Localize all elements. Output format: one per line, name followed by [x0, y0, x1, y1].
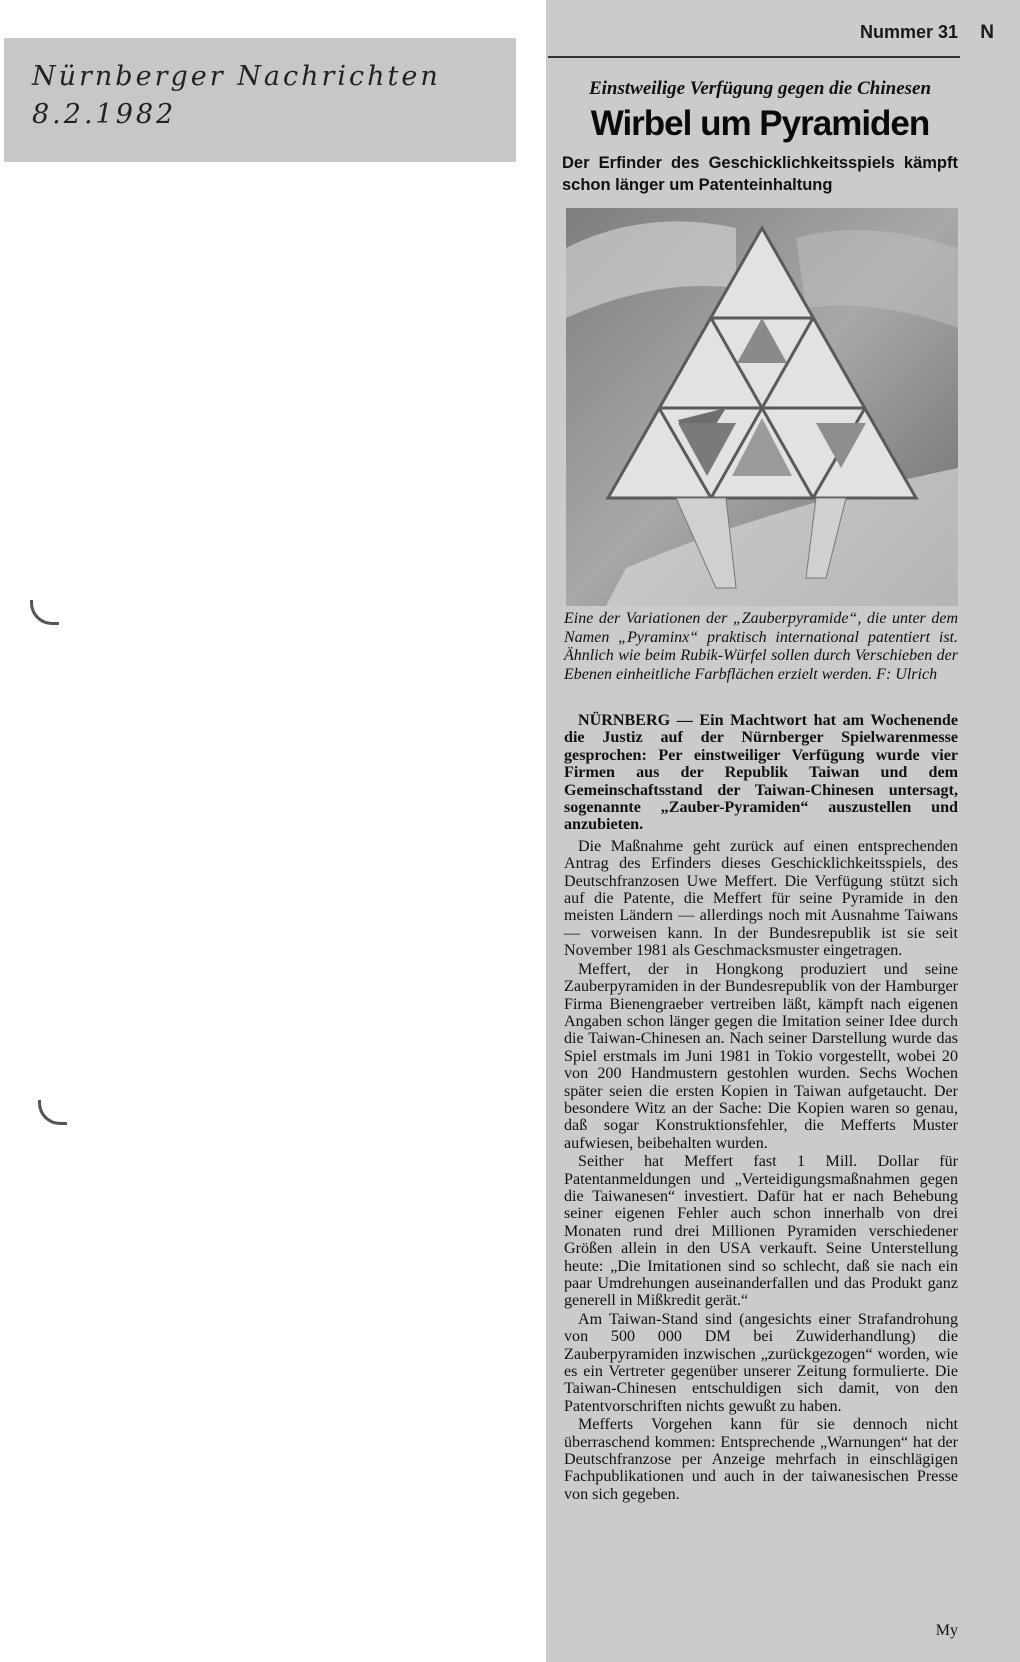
body-paragraph: Am Taiwan-Stand sind (angesichts einer Strafandrohung von 500 000 DM bei Zuwiderhandlung) die Zauberpyramiden inzwischen „zurückgezogen“ worden, wie es ein Vertreter gegenüber unserer Zeitung formulierte. Die Taiwan-Chinesen entschuldigen sich damit, von den Patentvorschriften nichts gewußt zu haben.	[564, 1310, 958, 1415]
article-headline: Wirbel um Pyramiden	[590, 104, 930, 143]
issue-number: Nummer 31	[859, 22, 958, 42]
body-paragraph: Mefferts Vorgehen kann für sie dennoch nicht überraschend kommen: Entsprechende „Warnungen“ hat der Deutschfranzose per Anzeige mehrfach in einschlägigen Fachpublikationen und auch in der taiwanesischen Presse von sich gegeben.	[564, 1416, 958, 1503]
punch-hole-mark	[30, 600, 59, 625]
punch-hole-mark	[38, 1100, 67, 1125]
header-rule	[548, 56, 960, 58]
pyramid-puzzle-photo	[566, 208, 958, 606]
handwritten-source-note	[32, 58, 441, 134]
handwritten-newspaper-name: Nürnberger Nachrichten	[32, 61, 441, 92]
article-body	[564, 712, 958, 1504]
author-initials: My	[935, 1622, 958, 1639]
body-paragraph: Meffert, der in Hongkong produziert und seine Zauberpyramiden in der Bundesrepublik von der Hamburger Firma Bienengraeber vertreiben läßt, kämpft nach eigenen Angaben schon länger gegen die Imitation seiner Idee durch die Taiwan-Chinesen an. Nach seiner Darstellung wurde das Spiel erstmals im Juni 1981 in Tokio vorgestellt, wobei 20 von 200 Handmustern gestohlen wurden. Sechs Wochen später seien die ersten Kopien in Taiwan aufgetaucht. Der besondere Witz an der Sache: Die Kopien waren so genau, daß sogar Konstruktionsfehler, die Mefferts Muster aufwiesen, beibehalten wurden.	[564, 960, 958, 1152]
section-letter: N	[980, 22, 994, 43]
photo-caption: Eine der Variationen der „Zauberpyramide“, die unter dem Namen „Pyraminx“ praktisch international patentiert ist. Ähnlich wie beim Rubik-Würfel sollen durch Verschieben der Ebenen einheitliche Farbflächen erzielt werden. F: Ulrich	[564, 610, 958, 683]
dateline: NÜRNBERG —	[578, 712, 700, 729]
lead-text: Ein Machtwort hat am Wochenende die Justiz auf der Nürnberger Spielwarenmesse gesprochen: Per einstweiliger Verfügung wurde vier Firmen aus der Republik Taiwan und dem Gemeinschaftsstand der Taiwan-Chinesen untersagt, sogenannte „Zauber-Pyramiden“ auszustellen und anzubieten.	[564, 712, 958, 834]
handwritten-date: 8.2.1982	[32, 99, 177, 130]
article-kicker: Einstweilige Verfügung gegen die Chinesen	[588, 78, 932, 99]
body-paragraph: Seither hat Meffert fast 1 Mill. Dollar für Patentanmeldungen und „Verteidigungsmaßnahmen gegen die Taiwanesen“ investiert. Dafür hat er nach Behebung seiner eigenen Fehler auch schon innerhalb von drei Monaten rund drei Millionen Pyramiden verschiedener Größen allein in den USA verkauft. Seine Unterstellung heute: „Die Imitationen sind so schlecht, daß sie nach ein paar Umdrehungen auseinanderfallen und das Produkt ganz generell in Mißkredit gerät.“	[564, 1153, 958, 1310]
body-paragraph: Die Maßnahme geht zurück auf einen entsprechenden Antrag des Erfinders dieses Geschicklichkeitsspiels, des Deutschfranzosen Uwe Meffert. Die Verfügung stützt sich auf die Patente, die Meffert für seine Pyramide in den meisten Ländern — allerdings noch mit Ausnahme Taiwans — vorweisen kann. In der Bundesrepublik ist sie seit November 1981 als Geschmacksmuster eingetragen.	[564, 837, 958, 960]
pyraminx-illustration	[566, 208, 958, 606]
lead-paragraph	[564, 712, 958, 834]
article-subhead: Der Erfinder des Geschicklichkeitsspiels kämpft schon länger um Patenteinhaltung	[562, 154, 958, 194]
